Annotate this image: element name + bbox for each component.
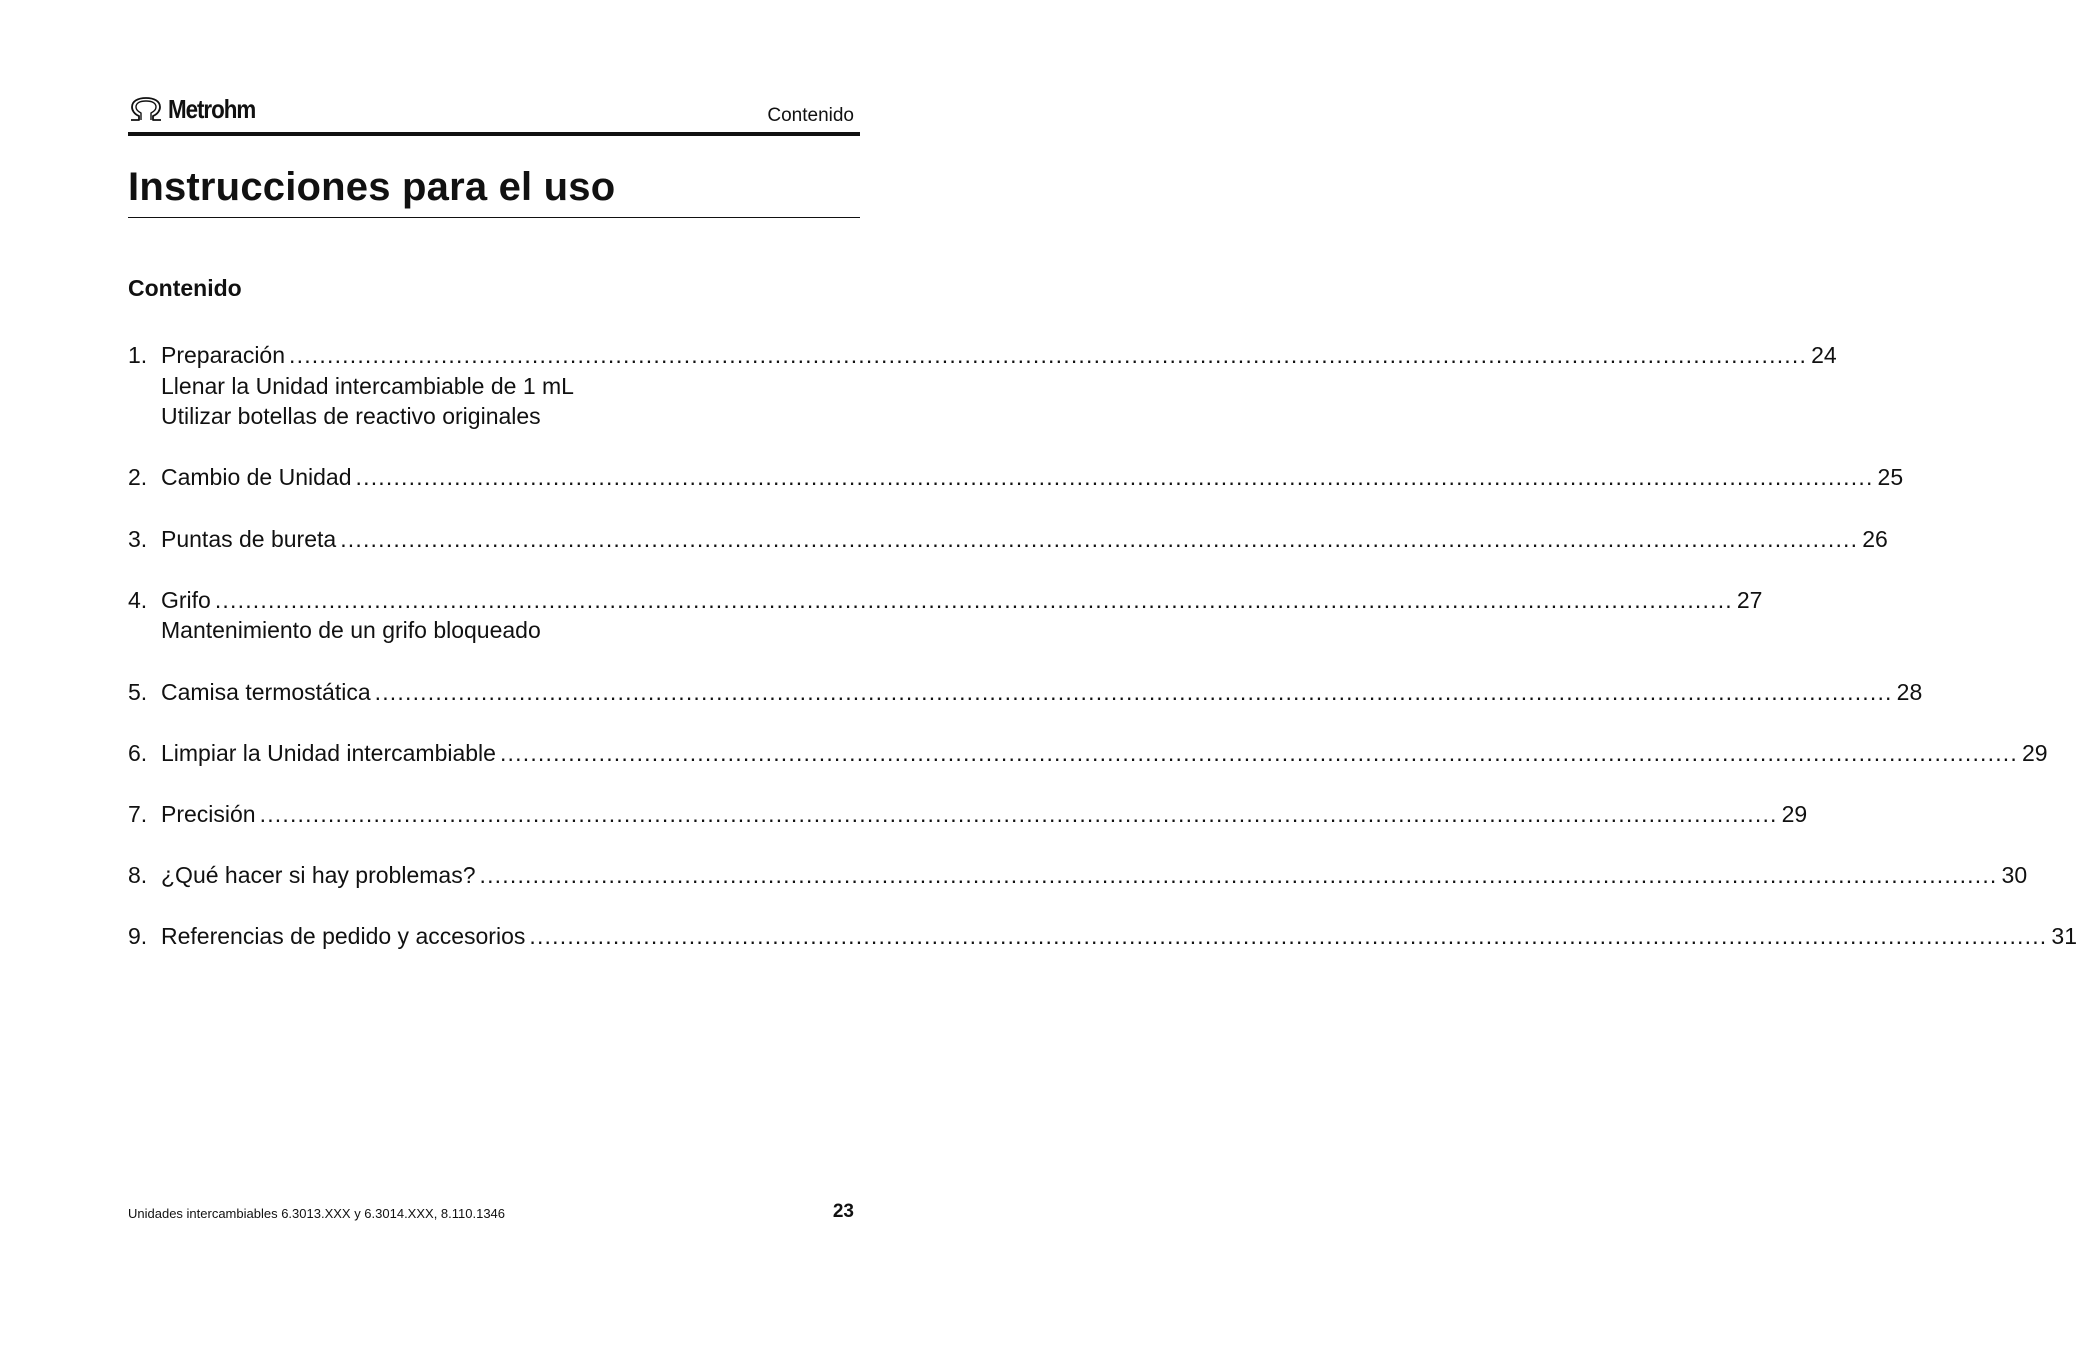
toc-heading: Contenido bbox=[128, 275, 242, 301]
toc-leader-dots: ........................................................................................................................................................................................................ bbox=[340, 525, 1859, 552]
page-title: Instrucciones para el uso bbox=[128, 164, 860, 218]
page-header bbox=[128, 94, 860, 136]
toc-entry[interactable] bbox=[128, 340, 1837, 432]
toc-number: 8. bbox=[128, 862, 148, 889]
toc-number: 3. bbox=[128, 525, 148, 552]
footer-document-title: Unidades intercambiables 6.3013.XXX y 6.3014.XXX, 8.110.1346 bbox=[128, 1206, 506, 1221]
toc-line bbox=[128, 462, 1904, 493]
toc-entry[interactable] bbox=[128, 738, 2048, 769]
footer-page-number: 23 bbox=[832, 1201, 854, 1222]
toc-entry[interactable] bbox=[128, 585, 1763, 646]
toc-number: 7. bbox=[128, 801, 148, 827]
toc-line bbox=[128, 860, 2028, 891]
toc-entry[interactable] bbox=[128, 860, 2028, 891]
toc-title[interactable]: ¿Qué hacer si hay problemas? bbox=[161, 862, 476, 889]
toc-page-number[interactable]: 26 bbox=[1862, 525, 1888, 552]
toc-page-number[interactable]: 31 bbox=[2051, 923, 2077, 950]
toc-page-number[interactable]: 29 bbox=[1781, 801, 1808, 827]
toc-leader-dots: ........................................................................................................................................................................................................ bbox=[214, 586, 1733, 613]
toc-title[interactable]: Camisa termostática bbox=[161, 678, 371, 705]
toc-number: 9. bbox=[128, 923, 148, 950]
toc-page-number[interactable]: 30 bbox=[2001, 862, 2028, 889]
toc-line bbox=[128, 921, 2077, 952]
toc-number: 1. bbox=[128, 342, 148, 368]
toc-title[interactable]: Precisión bbox=[161, 801, 256, 827]
toc-line bbox=[128, 340, 1837, 371]
toc-title[interactable]: Referencias de pedido y accesorios bbox=[161, 923, 526, 950]
toc-line bbox=[128, 738, 2048, 769]
section-label: Contenido bbox=[767, 105, 854, 126]
toc-leader-dots: ........................................................................................................................................................................................................ bbox=[499, 739, 2018, 766]
toc-leader-dots: ........................................................................................................................................................................................................ bbox=[529, 923, 2048, 950]
toc-page-number[interactable]: 29 bbox=[2021, 739, 2048, 766]
toc-leader-dots: ........................................................................................................................................................................................................ bbox=[259, 801, 1778, 827]
toc-leader-dots: ........................................................................................................................................................................................................ bbox=[355, 464, 1874, 491]
toc-page-number[interactable]: 24 bbox=[1811, 342, 1837, 368]
toc-title[interactable]: Grifo bbox=[161, 586, 211, 613]
toc-leader-dots: ........................................................................................................................................................................................................ bbox=[374, 678, 1893, 705]
toc-entry[interactable] bbox=[128, 524, 1888, 555]
toc-line bbox=[128, 524, 1888, 555]
toc-title[interactable]: Limpiar la Unidad intercambiable bbox=[161, 739, 496, 766]
toc-number: 5. bbox=[128, 678, 148, 705]
toc-line bbox=[128, 799, 1808, 830]
toc-leader-dots: ........................................................................................................................................................................................................ bbox=[479, 862, 1998, 889]
toc-title[interactable]: Preparación bbox=[161, 342, 286, 368]
toc-title[interactable]: Cambio de Unidad bbox=[161, 464, 352, 491]
toc-entry[interactable] bbox=[128, 799, 1808, 830]
toc-leader-dots: ........................................................................................................................................................................................................ bbox=[289, 342, 1808, 368]
omega-logo-icon bbox=[128, 96, 164, 122]
toc-entry[interactable] bbox=[128, 921, 2077, 952]
toc-page-number[interactable]: 28 bbox=[1896, 678, 1923, 705]
toc-page-number[interactable]: 27 bbox=[1736, 586, 1763, 613]
toc-line bbox=[128, 677, 1923, 708]
toc-entry[interactable] bbox=[128, 462, 1904, 493]
toc-number: 4. bbox=[128, 586, 148, 613]
toc-subentry: Llenar la Unidad intercambiable de 1 mL bbox=[161, 372, 574, 399]
toc-title[interactable]: Puntas de bureta bbox=[161, 525, 337, 552]
toc-subentry: Mantenimiento de un grifo bloqueado bbox=[161, 617, 541, 644]
toc-page-number[interactable]: 25 bbox=[1877, 464, 1904, 491]
toc-number: 2. bbox=[128, 464, 148, 491]
toc-line bbox=[128, 585, 1763, 616]
toc-subentry: Utilizar botellas de reactivo originales bbox=[161, 403, 541, 430]
brand-name: Metrohm bbox=[168, 94, 256, 124]
brand-logo bbox=[128, 94, 269, 124]
toc-number: 6. bbox=[128, 739, 148, 766]
toc-entry[interactable] bbox=[128, 677, 1923, 708]
